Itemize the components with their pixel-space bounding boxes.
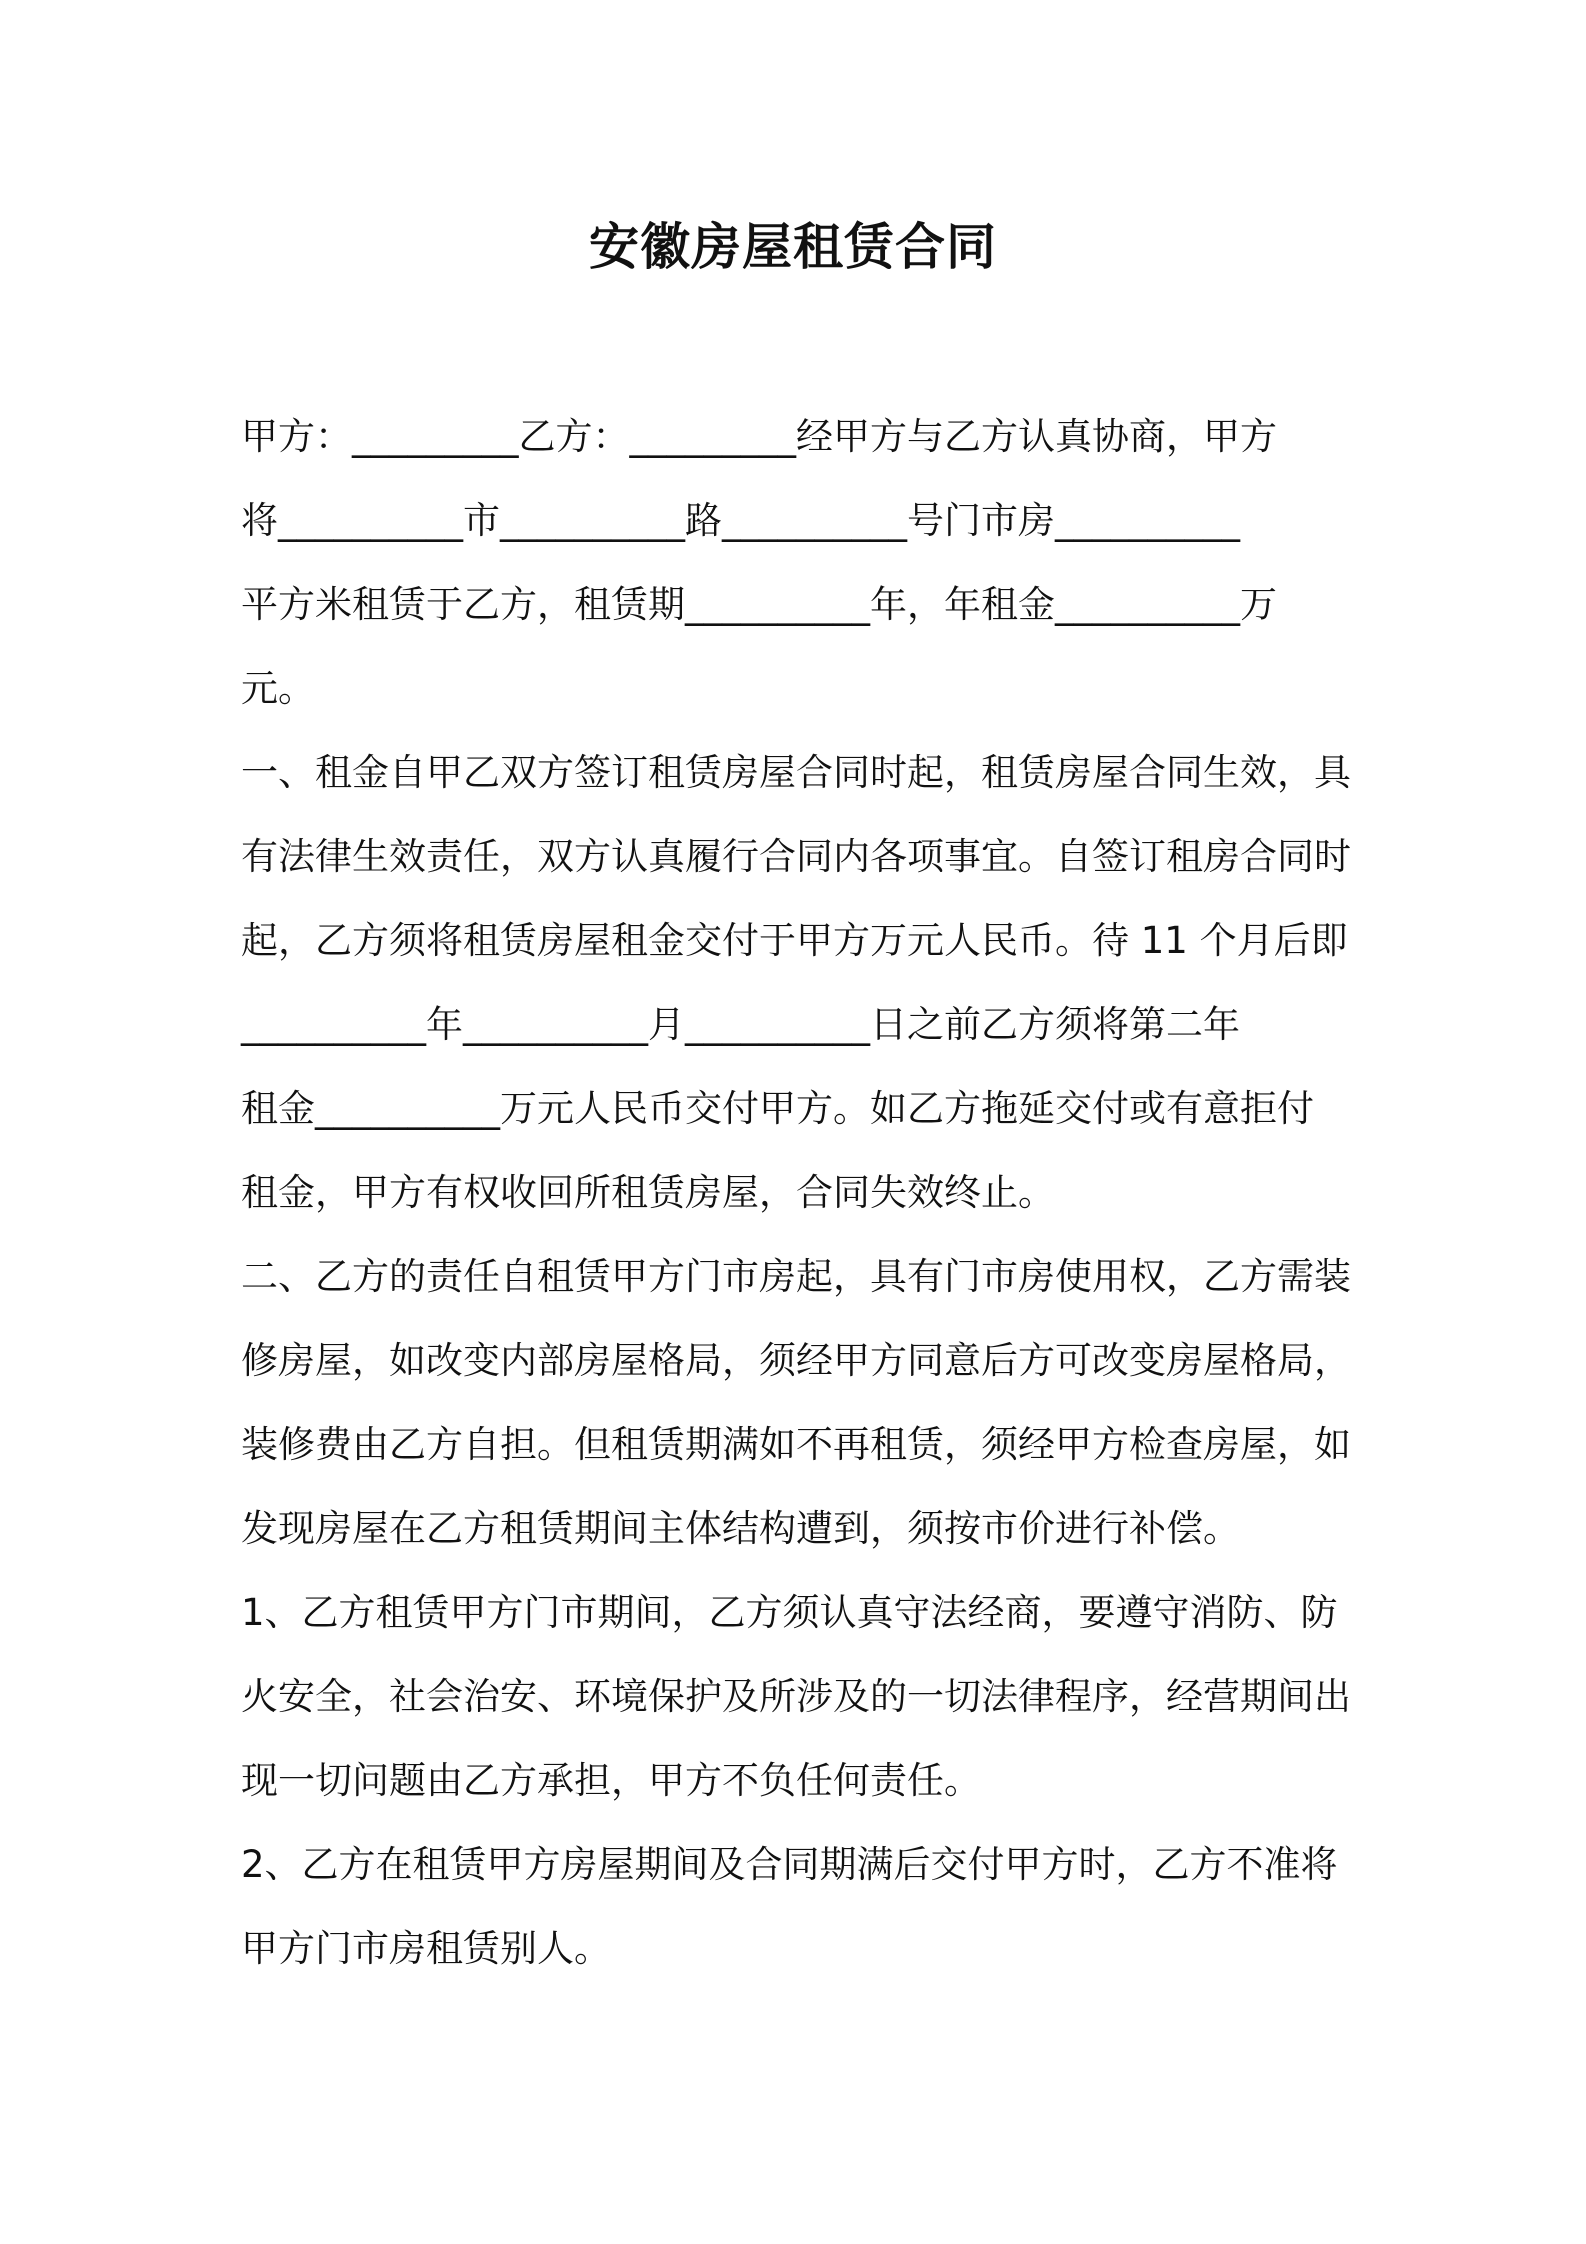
contract-line: 租金，甲方有权收回所租赁房屋，合同失效终止。 xyxy=(241,1171,1055,1214)
contract-line: 现一切问题由乙方承担，甲方不负任何责任。 xyxy=(241,1759,981,1802)
contract-line: 二、乙方的责任自租赁甲方门市房起，具有门市房使用权，乙方需装 xyxy=(241,1255,1351,1298)
contract-line: 有法律生效责任，双方认真履行合同内各项事宜。自签订租房合同时 xyxy=(241,835,1351,878)
contract-line: 装修费由乙方自担。但租赁期满如不再租赁，须经甲方检查房屋，如 xyxy=(241,1423,1351,1466)
contract-line: 起，乙方须将租赁房屋租金交付于甲方万元人民币。待 11 个月后即 xyxy=(241,919,1348,962)
contract-line: 一、租金自甲乙双方签订租赁房屋合同时起，租赁房屋合同生效，具 xyxy=(241,751,1351,794)
contract-line: 发现房屋在乙方租赁期间主体结构遭到，须按市价进行补偿。 xyxy=(241,1507,1240,1550)
contract-line: 租金__________万元人民币交付甲方。如乙方拖延交付或有意拒付 xyxy=(241,1087,1314,1130)
contract-line: 火安全，社会治安、环境保护及所涉及的一切法律程序，经营期间出 xyxy=(241,1675,1351,1718)
document-title: 安徽房屋租赁合同 xyxy=(589,218,997,276)
contract-line: 甲方门市房租赁别人。 xyxy=(241,1927,611,1970)
contract-line: 元。 xyxy=(241,667,315,710)
contract-line: 2、乙方在租赁甲方房屋期间及合同期满后交付甲方时，乙方不准将 xyxy=(241,1843,1338,1886)
contract-line: 1、乙方租赁甲方门市期间，乙方须认真守法经商，要遵守消防、防 xyxy=(241,1591,1338,1634)
contract-line: 将__________市__________路__________号门市房__________ xyxy=(241,499,1240,542)
contract-line: 修房屋，如改变内部房屋格局，须经甲方同意后方可改变房屋格局， xyxy=(241,1339,1351,1382)
contract-line: __________年__________月__________日之前乙方须将第二年 xyxy=(241,1003,1240,1046)
contract-line: 平方米租赁于乙方，租赁期__________年，年租金__________万 xyxy=(241,583,1277,626)
contract-line: 甲方：_________乙方：_________经甲方与乙方认真协商，甲方 xyxy=(241,415,1277,458)
